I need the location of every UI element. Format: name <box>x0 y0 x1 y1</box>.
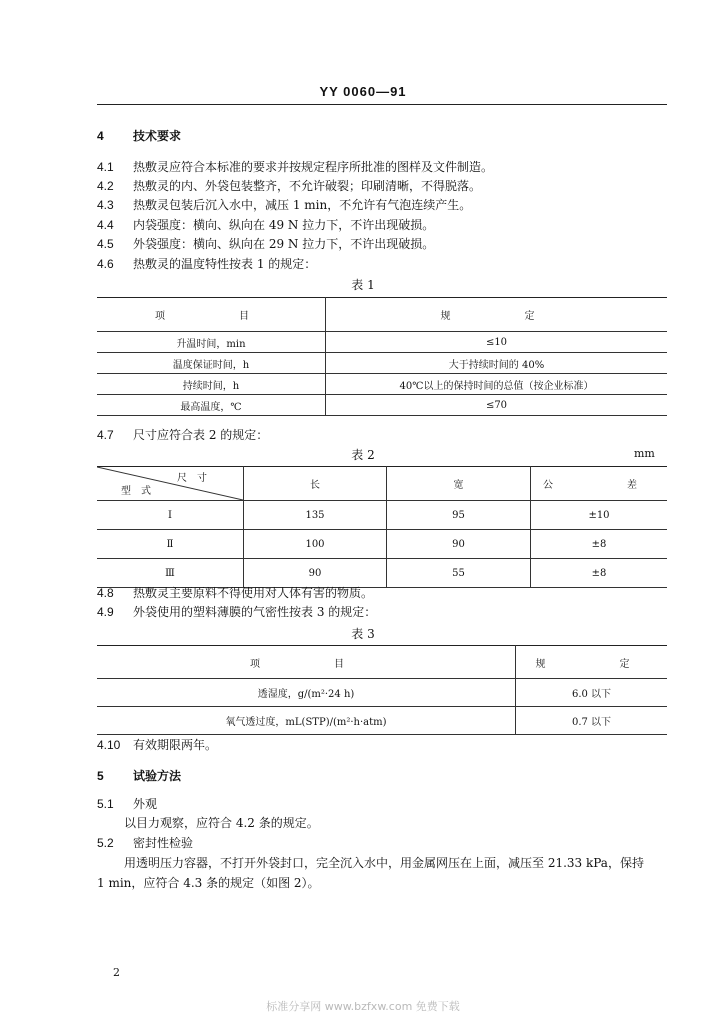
table-cell: Ⅲ <box>97 559 244 588</box>
clause-5-2-body-line-1: 用透明压力容器，不打开外袋封口，完全沉入水中，用金属网压在上面，减压至 21.33 kPa，保持 <box>124 856 644 870</box>
table-row <box>97 679 667 707</box>
clause-number: 4.9 <box>97 605 114 619</box>
table-cell: Ⅰ <box>97 501 244 530</box>
table-cell: ≤70 <box>326 395 668 416</box>
table-cell: 55 <box>387 559 531 588</box>
clause-text: 尺寸应符合表 2 的规定： <box>133 428 269 442</box>
table-corner-cell <box>97 467 244 501</box>
clause-4-10 <box>97 737 217 753</box>
table-cell: 40℃以上的保持时间的总值（按企业标准） <box>326 374 668 395</box>
table-header-row <box>97 646 667 679</box>
table-header-width: 宽 <box>387 467 531 501</box>
clause-5-2-body-line-2: 1 min，应符合 4.3 条的规定（如图 2）。 <box>97 876 320 890</box>
table-row <box>97 332 667 353</box>
table-3 <box>97 645 667 735</box>
table-cell: ±10 <box>531 501 668 530</box>
footer-watermark: 标准分享网 www.bzfxw.com 免费下载 <box>266 1000 460 1013</box>
table-2 <box>97 466 667 588</box>
clause-text: 热敷灵包装后沉入水中，减压 1 min，不允许有气泡连续产生。 <box>133 198 472 212</box>
clause-number: 4.7 <box>97 428 114 442</box>
table-row <box>97 395 667 416</box>
clause-title: 外观 <box>133 797 158 811</box>
clause-text: 热敷灵应符合本标准的要求并按规定程序所批准的图样及文件制造。 <box>133 160 494 174</box>
table-header-spec: 规 定 <box>516 646 668 679</box>
table-cell: 透湿度，g/(m²·24 h) <box>97 679 516 707</box>
table-cell: ≤10 <box>326 332 668 353</box>
clause-4-7 <box>97 427 268 443</box>
corner-label-size: 尺寸 <box>177 473 217 484</box>
table-header-tolerance: 公 差 <box>531 467 668 501</box>
clause-title: 密封性检验 <box>133 836 194 850</box>
clause-number: 4.1 <box>97 160 114 174</box>
clause-4-2 <box>97 178 481 194</box>
table-row <box>97 374 667 395</box>
clause-4-5 <box>97 236 434 252</box>
clause-text: 内袋强度：横向、纵向在 49 N 拉力下，不许出现破损。 <box>133 218 435 232</box>
table-header-row <box>97 298 667 332</box>
table-cell: 90 <box>387 530 531 559</box>
clause-4-8 <box>97 585 373 601</box>
table-row <box>97 707 667 735</box>
clause-number: 4.4 <box>97 218 114 232</box>
table-cell: 100 <box>244 530 387 559</box>
clause-number: 4.2 <box>97 179 114 193</box>
section-5-heading <box>97 768 181 784</box>
table-header-spec: 规 定 <box>326 298 668 332</box>
clause-4-1 <box>97 159 493 175</box>
clause-text: 外袋强度：横向、纵向在 29 N 拉力下，不许出现破损。 <box>133 237 435 251</box>
table-cell: 最高温度，℃ <box>97 395 326 416</box>
clause-number: 5.1 <box>97 797 114 811</box>
clause-number: 4.8 <box>97 586 114 600</box>
table-cell: 95 <box>387 501 531 530</box>
clause-4-9 <box>97 604 376 620</box>
clause-text: 热敷灵的内、外袋包装整齐，不允许破裂；印刷清晰，不得脱落。 <box>133 179 482 193</box>
table-cell: 持续时间，h <box>97 374 326 395</box>
clause-number: 4.6 <box>97 257 114 271</box>
diagonal-divider <box>97 467 243 500</box>
clause-number: 5.2 <box>97 836 114 850</box>
table-1 <box>97 297 667 416</box>
table-cell: 0.7 以下 <box>516 707 668 735</box>
table-header-length: 长 <box>244 467 387 501</box>
clause-5-1-body: 以目力观察，应符合 4.2 条的规定。 <box>124 816 319 830</box>
clause-number: 4.5 <box>97 237 114 251</box>
table-header-item: 项 目 <box>97 646 516 679</box>
clause-4-3 <box>97 197 471 213</box>
table-header-row <box>97 467 667 501</box>
clause-text: 外袋使用的塑料薄膜的气密性按表 3 的规定： <box>133 605 377 619</box>
clause-4-6 <box>97 256 316 272</box>
section-4-title: 技术要求 <box>133 129 182 143</box>
table-2-unit: mm <box>634 447 655 460</box>
table-cell: 温度保证时间，h <box>97 353 326 374</box>
table-3-caption: 表 3 <box>351 627 375 641</box>
clause-text: 热敷灵的温度特性按表 1 的规定： <box>133 257 317 271</box>
table-row <box>97 501 667 530</box>
table-2-caption: 表 2 <box>351 448 375 462</box>
table-cell: 氧气透过度，mL(STP)/(m²·h·atm) <box>97 707 516 735</box>
corner-label-type: 型式 <box>121 486 161 497</box>
page-number: 2 <box>113 966 120 979</box>
table-cell: 135 <box>244 501 387 530</box>
clause-4-4 <box>97 217 434 233</box>
table-cell: ±8 <box>531 559 668 588</box>
clause-5-2-heading <box>97 835 193 851</box>
section-4-heading <box>97 128 181 144</box>
clause-text: 热敷灵主要原料不得使用对人体有害的物质。 <box>133 586 374 600</box>
section-4-number: 4 <box>97 129 104 143</box>
clause-number: 4.10 <box>97 738 121 752</box>
table-cell: ±8 <box>531 530 668 559</box>
table-row <box>97 559 667 588</box>
clause-text: 有效期限两年。 <box>133 738 218 752</box>
section-5-number: 5 <box>97 769 104 783</box>
table-row <box>97 353 667 374</box>
section-5-title: 试验方法 <box>133 769 182 783</box>
table-1-caption: 表 1 <box>351 278 375 292</box>
table-cell: 6.0 以下 <box>516 679 668 707</box>
header-rule <box>97 104 667 105</box>
clause-5-1-heading <box>97 796 157 812</box>
clause-number: 4.3 <box>97 198 114 212</box>
table-header-item: 项 目 <box>97 298 326 332</box>
table-cell: 升温时间，min <box>97 332 326 353</box>
standard-code-header: YY 0060—91 <box>319 84 407 99</box>
table-row <box>97 530 667 559</box>
table-cell: Ⅱ <box>97 530 244 559</box>
table-cell: 大于持续时间的 40% <box>326 353 668 374</box>
table-cell: 90 <box>244 559 387 588</box>
